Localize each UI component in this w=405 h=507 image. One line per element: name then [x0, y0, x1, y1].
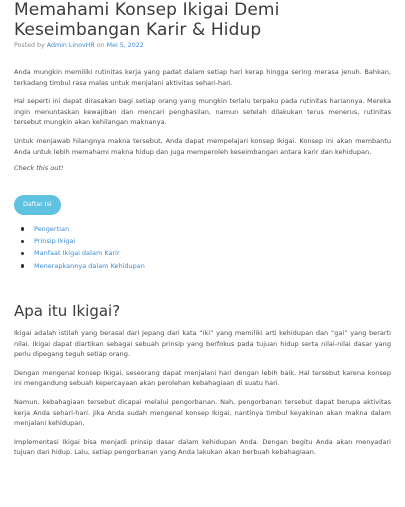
on-label: on — [94, 42, 107, 49]
section-paragraph-1: Ikigai adalah istilah yang berasal dari Jepang dari kata “iki” yang memiliki arti kehidupan dan “gai” yang berarti nilai. Ikigai dapat diartikan sebagai sebuah prinsip yang berfokus pada tujuan hidup serta nilai-nilai dasar yang perlu dipegang teguh setiap orang. — [14, 328, 391, 359]
table-of-contents-button[interactable]: Daftar Isi — [14, 195, 61, 215]
toc-item — [21, 223, 391, 235]
post-date: Mei 5, 2022 — [106, 42, 144, 49]
posted-by-label: Posted by — [14, 42, 47, 49]
intro-paragraph-1: Anda mungkin memiliki rutinitas kerja yang padat dalam setiap hari kerap hingga sering merasa jenuh. Bahkan, terkadang timbul rasa malas untuk menjalani aktivitas sehari-hari. — [14, 68, 391, 87]
toc-link-pengertian[interactable]: Pengertian — [34, 224, 70, 233]
section-paragraph-4: Implementasi Ikigai bisa menjadi prinsip dasar dalam kehidupan Anda. Dengan begitu Anda akan menyadari tujuan dari hidup. Lalu, setiap pengorbanan yang Anda lakukan akan berbuah kebahagiaan. — [14, 437, 391, 457]
section-heading: Apa itu Ikigai? — [14, 301, 121, 320]
toc-item — [21, 235, 391, 247]
check-out-text: Check this out! — [14, 164, 64, 173]
intro-paragraph-3: Untuk menjawab hilangnya makna tersebut, Anda dapat mempelajari konsep Ikigai. Konsep ini akan membantu Anda untuk lebih memahami makna hidup dan juga memperoleh keseimbangan antara karir dan kehidupan. — [14, 136, 391, 156]
toc-link-manfaat[interactable]: Manfaat Ikigai dalam Karir — [34, 249, 120, 258]
table-of-contents-list — [14, 223, 391, 272]
toc-link-prinsip[interactable]: Prinsip Ikigai — [34, 237, 76, 246]
author-link[interactable]: Admin LinovHR — [46, 42, 95, 49]
section-paragraph-2: Dengan mengenal konsep Ikigai, seseorang dapat menjalani hari dengan lebih baik. Hal tersebut karena konsep ini mengandung sebuah kepercayaan akan perolehan kebahagiaan di suatu hari. — [14, 368, 391, 388]
toc-item — [21, 260, 391, 272]
intro-paragraph-2: Hal seperti ini dapat dirasakan bagi setiap orang yang mungkin terlalu terpaku pada rutinitas hariannya. Mereka ingin menuntaskan kewajiban dan mencari penghasilan, namun setelah dilakukan terus menerus, rutinitas tersebut mungkin akan kehilangan maknanya. — [14, 97, 391, 127]
toc-link-menerapkan[interactable]: Menerapkannya dalam Kehidupan — [34, 261, 145, 270]
section-paragraph-3: Namun, kebahagiaan tersebut dicapai melalui pengorbanan. Nah, pengorbanan tersebut dapat berupa aktivitas kerja Anda sehari-hari. Jika Anda sudah mengenal konsep Ikigai, nantinya timbul keyakinan akan makna dalam menjalani kehidupan. — [14, 397, 391, 428]
article-title: Memahami Konsep Ikigai Demi Keseimbangan Karir & Hidup — [14, 0, 280, 40]
toc-item — [21, 247, 391, 259]
post-meta — [14, 42, 391, 49]
